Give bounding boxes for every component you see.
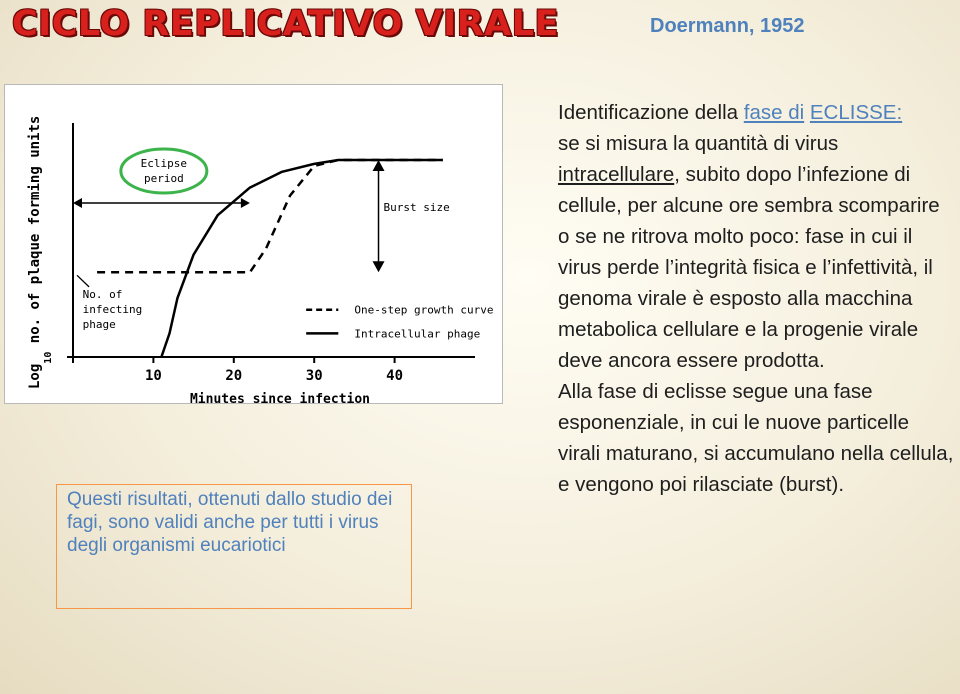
eclipse-arrowhead-right bbox=[241, 198, 250, 208]
eclipse-arrowhead-left bbox=[73, 198, 82, 208]
infecting-pointer bbox=[77, 275, 89, 287]
x-tick-label: 20 bbox=[225, 368, 243, 384]
exponential-phase-text: Alla fase di eclisse segue una fase esponenziale, in cui le nuove particelle virali maturano, si accumulano nella cellula, e vengono poi rilasciate (burst). bbox=[558, 380, 954, 496]
y-axis-label: Log$_{10}$ no. of plaque forming units bbox=[27, 115, 54, 389]
explanation-text bbox=[558, 97, 954, 500]
note-box: Questi risultati, ottenuti dallo studio dei fagi, sono validi anche per tutti i virus degli organismi eucariotici bbox=[56, 484, 412, 609]
infecting-phage-label: infecting bbox=[82, 302, 143, 316]
burst-arrowhead-bottom bbox=[373, 261, 385, 272]
legend-intracellular-label: Intracellular phage bbox=[354, 327, 481, 341]
x-tick-label: 30 bbox=[305, 368, 323, 384]
intro-text: Identificazione della bbox=[558, 101, 744, 124]
burst-size-label: Burst size bbox=[383, 201, 450, 215]
eclipse-label-2: period bbox=[143, 172, 184, 185]
slide-title: CICLO REPLICATIVO VIRALE bbox=[12, 4, 559, 44]
x-tick-label: 40 bbox=[386, 368, 404, 384]
citation: Doermann, 1952 bbox=[650, 15, 805, 37]
eclipse-description: , subito dopo l’infezione di cellule, per alcune ore sembra scomparire o se ne ritrova molto poco: fase in cui il virus perde l’integrità fisica e l’infettività, il genoma virale è esposto alla macchina metabolica cellulare e la progenie virale deve ancora essere prodotta. bbox=[558, 163, 940, 372]
growth-curve-chart bbox=[5, 85, 502, 403]
x-tick-label: 10 bbox=[144, 368, 162, 384]
legend-one-step-label: One-step growth curve bbox=[354, 303, 494, 317]
infecting-phage-label: phage bbox=[82, 317, 116, 331]
measure-text: se si misura la quantità di virus bbox=[558, 132, 839, 155]
eclipse-label: Eclipse bbox=[140, 157, 188, 170]
x-axis-label: Minutes since infection bbox=[189, 392, 371, 403]
growth-curve-figure bbox=[4, 84, 503, 404]
burst-arrowhead-top bbox=[373, 160, 385, 171]
intracellular-term: intracellulare bbox=[558, 163, 675, 186]
eclipse-term: ECLISSE: bbox=[809, 101, 903, 124]
eclipse-phase-term: fase di bbox=[743, 101, 805, 124]
infecting-phage-label: No. of bbox=[82, 287, 123, 301]
eclipse-highlight-circle bbox=[121, 149, 207, 193]
